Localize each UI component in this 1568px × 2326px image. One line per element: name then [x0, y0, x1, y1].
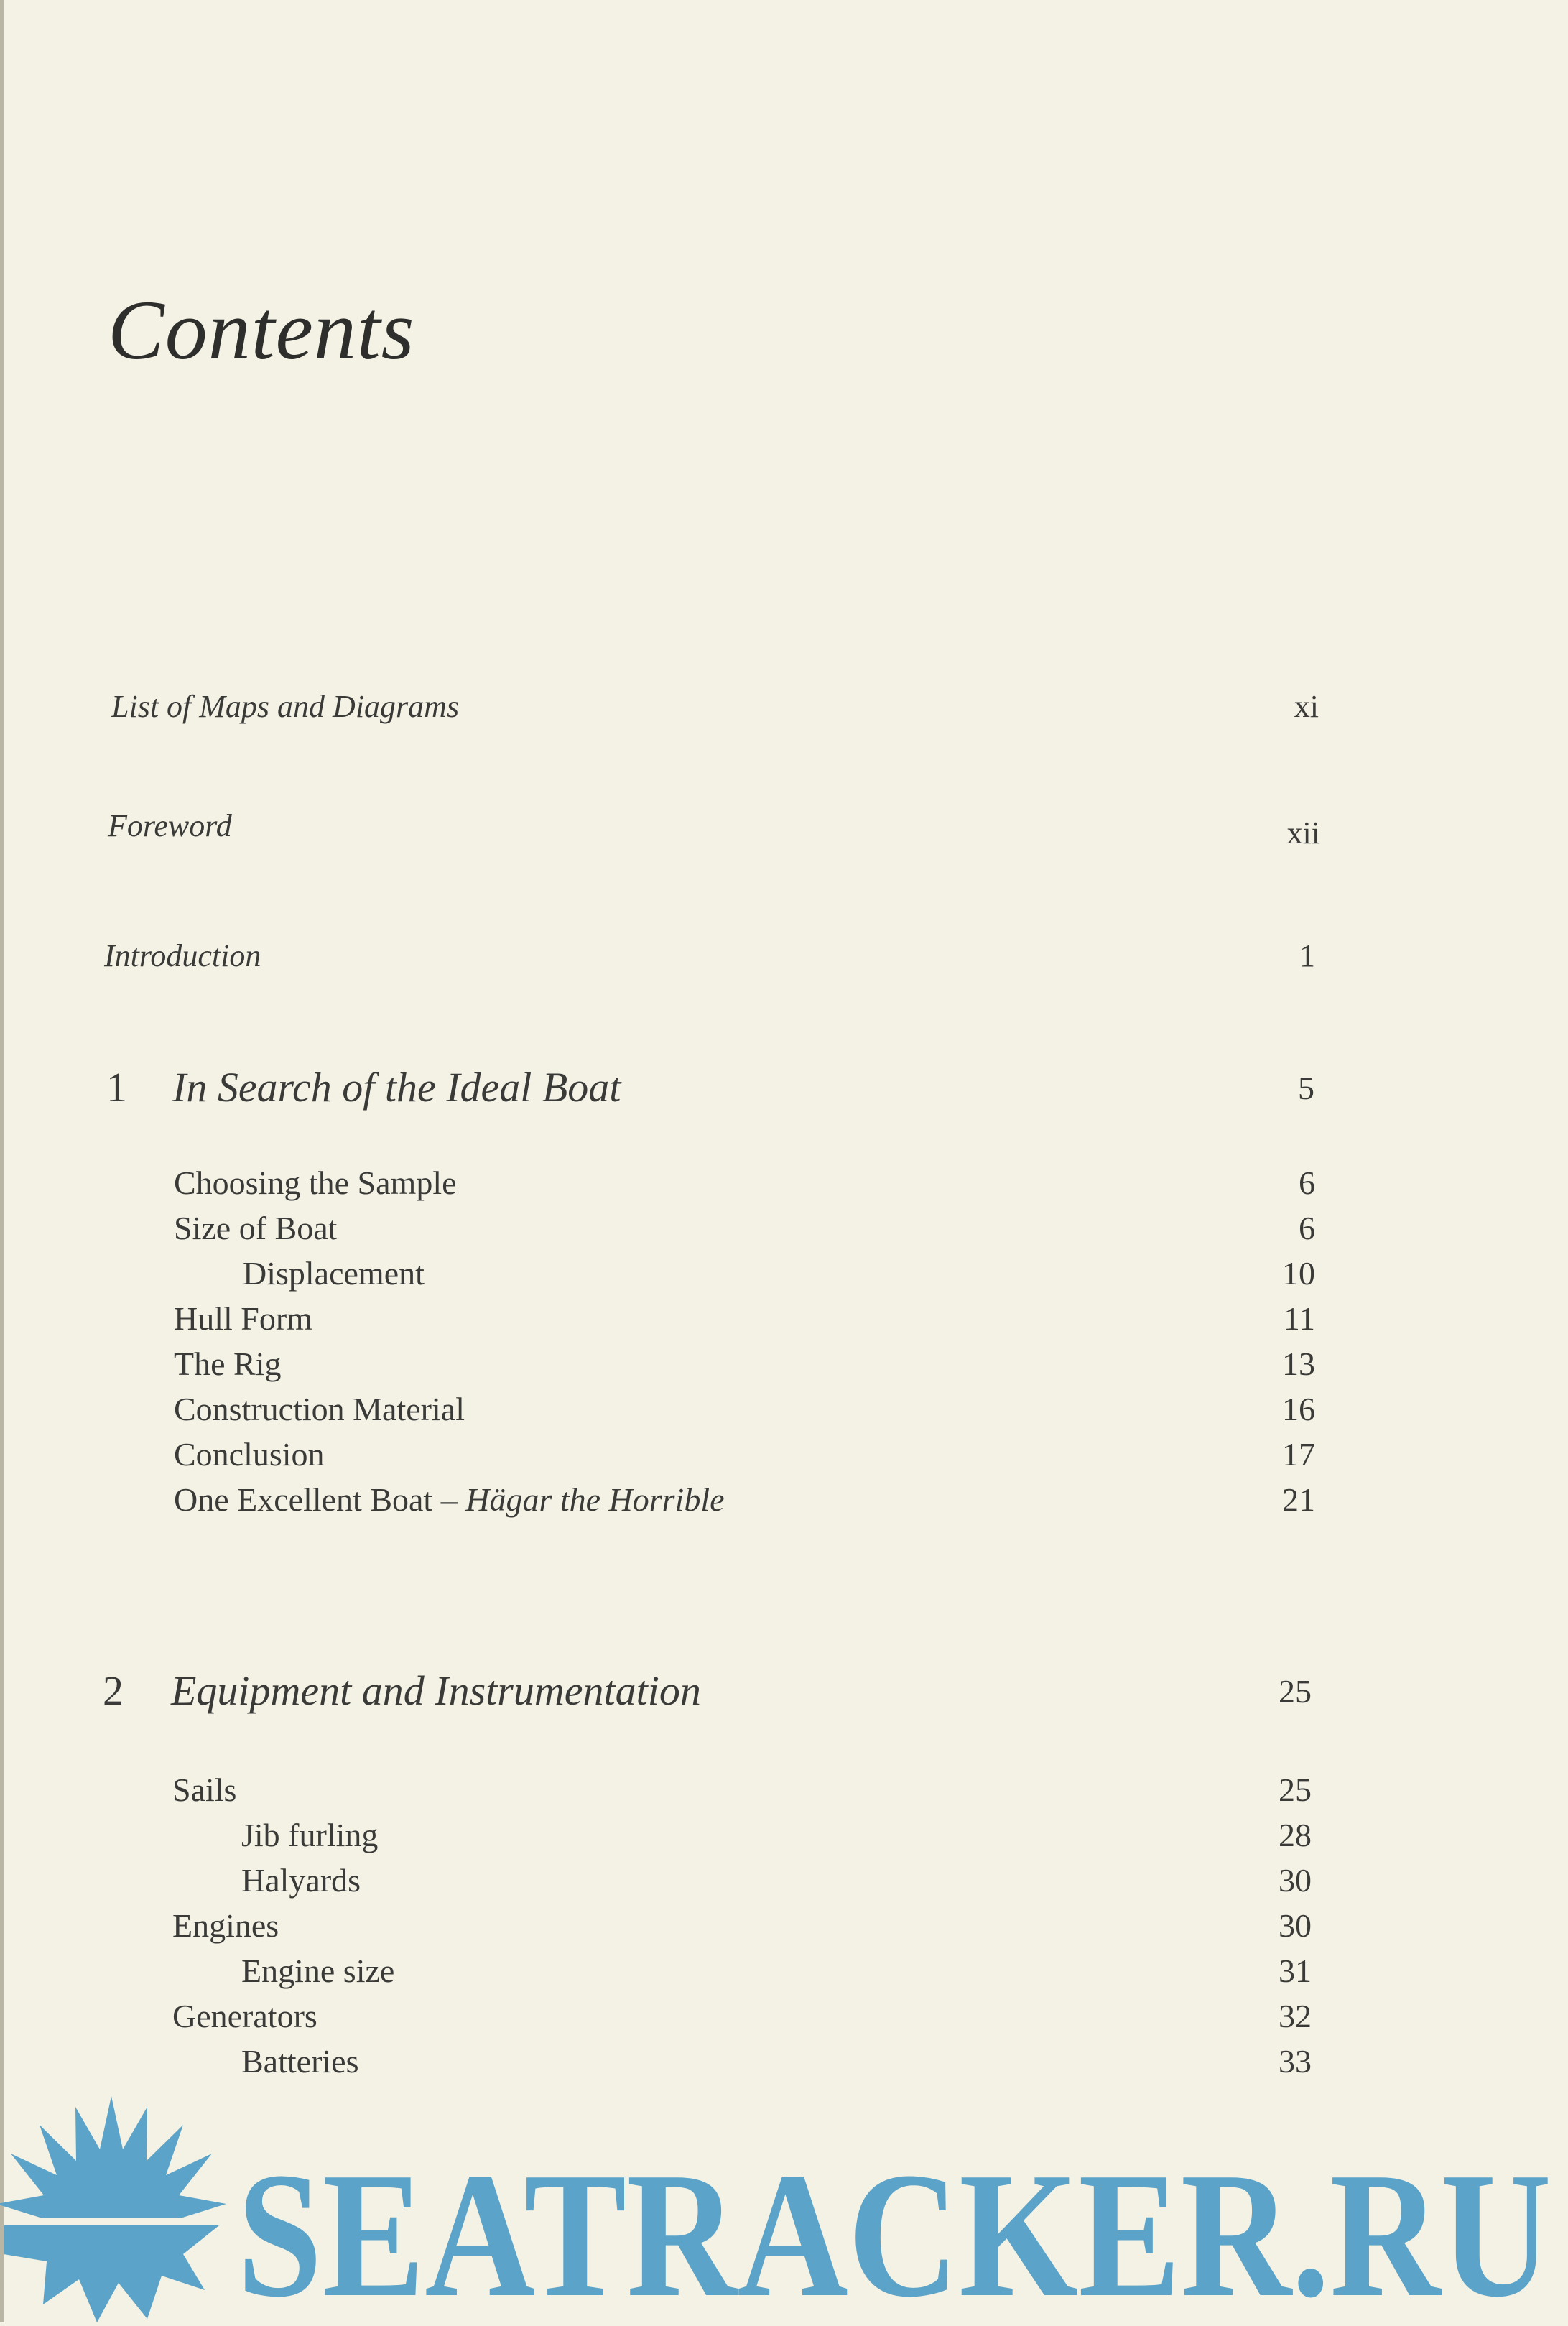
chapter-number: 1: [106, 1064, 127, 1111]
toc-label: List of Maps and Diagrams: [111, 689, 460, 724]
toc-page-number: 30: [1279, 1862, 1312, 1899]
toc-label: The Rig: [174, 1345, 282, 1382]
sun-icon: [0, 2096, 226, 2322]
toc-entry[interactable]: [0, 1481, 1568, 1531]
toc-entry[interactable]: [0, 1299, 1568, 1350]
toc-label: Engine size: [241, 1952, 395, 1989]
toc-label: Engines: [172, 1907, 279, 1944]
toc-page-number: 6: [1299, 1210, 1315, 1246]
watermark-graphic: [0, 2083, 1568, 2322]
toc-chapter-2[interactable]: [0, 1667, 1568, 1717]
toc-page-number: 1: [1299, 938, 1315, 973]
page-title: Contents: [108, 283, 415, 377]
toc-page-number: 13: [1282, 1345, 1315, 1382]
toc-page-number: 25: [1279, 1771, 1312, 1808]
toc-front-foreword[interactable]: [0, 807, 1568, 858]
watermark-text: SEATRACKER.RU: [237, 2136, 1551, 2322]
toc-label: Halyards: [241, 1862, 361, 1899]
toc-entry[interactable]: [0, 1435, 1568, 1486]
toc-page-number: 31: [1279, 1952, 1312, 1989]
toc-page-number: 16: [1282, 1391, 1315, 1427]
toc-label: Choosing the Sample: [174, 1164, 457, 1201]
toc-page-number: 25: [1279, 1673, 1312, 1710]
toc-page-number: xii: [1286, 815, 1320, 851]
chapter-title: Equipment and Instrumentation: [171, 1667, 701, 1714]
toc-entry[interactable]: [0, 1816, 1568, 1866]
toc-entry[interactable]: [0, 1209, 1568, 1259]
toc-label: Batteries: [241, 2043, 359, 2080]
toc-page-number: 33: [1279, 2043, 1312, 2080]
toc-label: Sails: [172, 1771, 237, 1808]
toc-page-number: 5: [1298, 1070, 1314, 1106]
toc-page-number: 17: [1282, 1436, 1315, 1473]
toc-label: Introduction: [104, 938, 261, 973]
toc-label-italic: Hägar the Horrible: [465, 1481, 725, 1518]
toc-label: Jib furling: [241, 1817, 379, 1853]
toc-entry[interactable]: [0, 1771, 1568, 1821]
toc-entry[interactable]: [0, 1952, 1568, 2002]
toc-label: Construction Material: [174, 1391, 465, 1427]
toc-entry[interactable]: [0, 1345, 1568, 1395]
toc-label: Generators: [172, 1998, 317, 2034]
toc-entry[interactable]: [0, 1254, 1568, 1305]
toc-entry[interactable]: [0, 1390, 1568, 1440]
toc-label: Hull Form: [174, 1300, 312, 1337]
toc-chapter-1[interactable]: [0, 1063, 1568, 1113]
watermark: [0, 2083, 1568, 2322]
toc-entry[interactable]: [0, 1997, 1568, 2047]
toc-entry[interactable]: [0, 1861, 1568, 1912]
toc-label: Foreword: [108, 808, 232, 843]
toc-label: Displacement: [243, 1255, 425, 1292]
toc-page-number: 10: [1282, 1255, 1315, 1292]
toc-page-number: 30: [1279, 1907, 1312, 1944]
toc-page-number: 32: [1279, 1998, 1312, 2034]
toc-label: [174, 1481, 725, 1519]
toc-front-list-of-maps[interactable]: [0, 688, 1568, 738]
toc-entry[interactable]: [0, 1906, 1568, 1957]
toc-page-number: 11: [1283, 1300, 1315, 1337]
toc-entry[interactable]: [0, 1164, 1568, 1214]
chapter-number: 2: [103, 1667, 124, 1714]
toc-page-number: 6: [1299, 1164, 1315, 1201]
toc-front-introduction[interactable]: [0, 937, 1568, 988]
toc-label-roman: One Excellent Boat –: [174, 1481, 458, 1518]
sun-lower-rays: [4, 2225, 219, 2322]
chapter-title: In Search of the Ideal Boat: [172, 1064, 621, 1111]
toc-page-number: 28: [1279, 1817, 1312, 1853]
toc-page-number: xi: [1294, 689, 1319, 724]
toc-label: Size of Boat: [174, 1210, 338, 1246]
toc-label: Conclusion: [174, 1436, 325, 1473]
toc-page-number: 21: [1282, 1481, 1315, 1518]
